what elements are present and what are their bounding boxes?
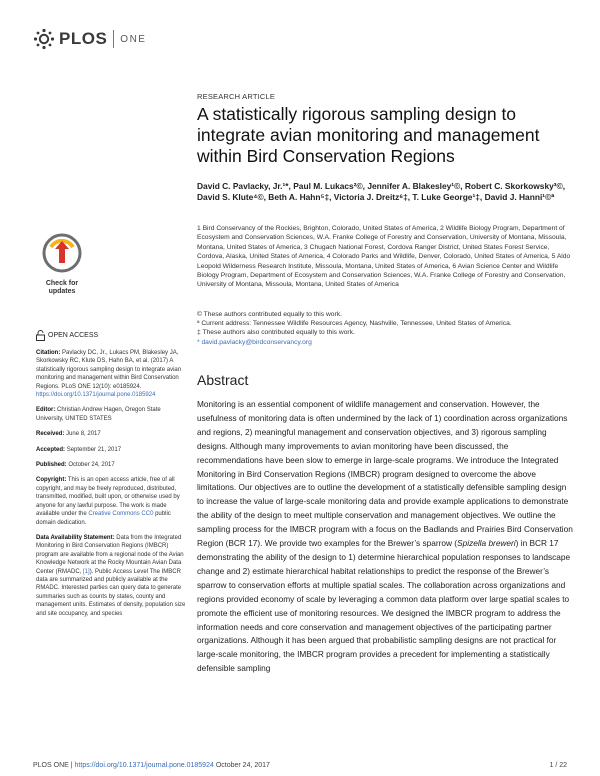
note-current-address: ª Current address: Tennessee Wildlife Resources Agency, Nashville, Tennessee, United States of America. <box>197 320 512 328</box>
abstract-part-2: ) in BCR 17 demonstrating the ability of the design to 1) determine hierarchical population responses to landscape change and 2) estimate hierarchical habitat relationships to predict the response of the Brewer’s sparrow to conservation efforts at multiple spatial scales. The collaboration across organizations and regions provided economy of scale by leveraging a common data platform over large spatial scales to promote the efficient use of monitoring resources. We designed the IMBCR program to address the information needs and core conservation and management objectives of the participating partner organizations. Although it has been argued that probabilistic sampling designs are not practical for large-scale monitoring, the IMBCR program provides a precedent for implementing a statistically defensible sampling <box>197 538 571 674</box>
creative-commons-link[interactable]: Creative Commons CC0 <box>88 511 154 518</box>
journal-name: ONE <box>120 33 147 45</box>
citation-block <box>36 349 188 399</box>
data-availability-label: Data Availability Statement: <box>36 534 115 541</box>
editor-label: Editor: <box>36 407 56 414</box>
article-type: RESEARCH ARTICLE <box>197 92 276 101</box>
check-for-updates-icon <box>42 233 82 273</box>
editor-text: Christian Andrew Hagen, Oregon State University, UNITED STATES <box>36 407 161 422</box>
check-for-updates-label <box>36 280 88 296</box>
received-date: June 8, 2017 <box>66 431 101 438</box>
copyright-text: This is an open access article, free of all copyright, and may be freely reproduced, distributed, transmitted, modified, built upon, or otherwise used by anyone for any lawful purpose. The work is made available under the <box>36 477 180 518</box>
affiliations: 1 Bird Conservancy of the Rockies, Brighton, Colorado, United States of America, 2 Wildlife Biology Program, Department of Ecosystem and Conservation Sciences, W.A. Franke College of Forestry and Conservation, University of Montana, Missoula, Montana, United States of America, 3 Chugach National Forest, Cordova Ranger District, United States Forest Service, Cordova, Alaska, United States of America, 4 Colorado Parks and Wildlife, Denver, Colorado, United States of America, 5 Aldo Leopold Wilderness Research Institute, Missoula, Montana, United States of America, 6 Avian Science Center and Wildlife Biology Program, Department of Ecosystem and Conservation Sciences, W.A. Franke College of Forestry and Conservation, University of Montana, Missoula, Montana, United States of America <box>197 225 571 289</box>
data-availability-text-1: Data from the Integrated Monitoring in Bird Conservation Regions (IMBCR) program are available from a regional node of the Avian Knowledge Network at the Rocky Mountain Avian Data Center (RMADC, <box>36 534 184 575</box>
check-label-line-2: updates <box>48 288 76 295</box>
open-lock-icon <box>36 330 45 341</box>
received-label: Received: <box>36 431 65 438</box>
data-availability-block <box>36 534 188 618</box>
footer-separator: | <box>70 762 73 769</box>
editor-block <box>36 406 188 423</box>
check-for-updates-badge[interactable] <box>36 233 88 295</box>
footer-date: October 24, 2017 <box>215 762 270 769</box>
reference-link-1[interactable]: [1] <box>83 568 90 575</box>
accepted-block <box>36 446 188 454</box>
copyright-tail: public domain dedication. <box>36 511 171 526</box>
published-block <box>36 461 188 469</box>
copyright-block <box>36 476 188 526</box>
citation-label: Citation: <box>36 350 61 356</box>
plos-sun-icon <box>33 28 55 50</box>
plos-one-logo[interactable] <box>33 26 146 52</box>
corresponding-email-link[interactable]: * david.pavlacky@birdconservancy.org <box>197 338 312 346</box>
article-title: A statistically rigorous sampling design to integrate avian monitoring and management within Bird Conservation Regions <box>197 104 540 166</box>
received-block <box>36 430 188 438</box>
footer-doi-link[interactable]: https://doi.org/10.1371/journal.pone.0185924 <box>74 762 214 769</box>
abstract-text <box>197 398 575 676</box>
abstract-heading: Abstract <box>197 372 249 388</box>
footer-journal: PLOS ONE <box>33 762 69 769</box>
accepted-label: Accepted: <box>36 446 66 453</box>
abstract-part-1: Monitoring is an essential component of wildlife management and conservation. However, the usefulness of monitoring data is often undermined by the lack of 1) coordination across organizations and regions, 2) meaningful management and conservation objectives, and 3) rigorous sampling designs. Although many improvements to avian monitoring have been discussed, the recommendations have been slow to emerge in large-scale programs. We introduce the Integrated Monitoring in Bird Conservation Regions (IMBCR) program designed to overcome the above limitations. Our objectives are to outline the development of a statistically defensible sampling design to increase the value of large-scale monitoring data and provide example applications to demonstrate the ability of the design to meet multiple conservation and management objectives. We outline the sampling process for the IMBCR program with a focus on the Badlands and Prairies Bird Conservation Region (BCR 17). We provide two examples for the Brewer’s sparrow ( <box>197 399 573 549</box>
accepted-date: September 21, 2017 <box>66 446 122 453</box>
note-equal-contribution: © These authors contributed equally to this work. <box>197 311 342 318</box>
data-availability-text-2: ). Public Access Level The IMBCR data are summarized and publicly available at the RMADC. Interested parties can query data to generate summaries such as counts by states, county and management units. Estimates of density, population size and site occupancy, and species <box>36 568 186 617</box>
published-date: October 24, 2017 <box>68 462 115 469</box>
published-label: Published: <box>36 462 67 469</box>
open-access-label <box>36 330 98 341</box>
logo-divider <box>113 30 114 48</box>
check-label-line-1: Check for <box>45 280 79 287</box>
article-info-sidebar <box>36 349 188 625</box>
open-access-text: OPEN ACCESS <box>48 332 99 339</box>
page-footer <box>33 762 567 769</box>
page-number: 1 / 22 <box>549 762 567 769</box>
author-list: David C. Pavlacky, Jr.¹*, Paul M. Lukacs²©, Jennifer A. Blakesley¹©, Robert C. Skorkowsky³©, David S. Klute⁴©, Beth A. Hahn⁵‡, Victoria J. Dreitz⁶‡, T. Luke George¹‡, David J. Hanni¹©ª <box>197 181 566 202</box>
copyright-label: Copyright: <box>36 477 67 484</box>
citation-text: Pavlacky DC, Jr., Lukacs PM, Blakesley JA, Skorkowsky RC, Klute DS, Hahn BA, et al. (2017) A statistically rigorous sampling design to integrate avian monitoring and management within Bird Conservation Regions. PLoS ONE 12(10): e0185924. <box>36 350 182 390</box>
note-also-contributed: ‡ These authors also contributed equally to this work. <box>197 329 355 337</box>
author-notes <box>197 310 587 347</box>
citation-doi-link[interactable]: https://doi.org/10.1371/journal.pone.0185924 <box>36 392 156 399</box>
plos-brand: PLOS <box>59 29 108 48</box>
footer-citation <box>33 762 270 769</box>
species-name: Spizella breweri <box>457 538 516 549</box>
